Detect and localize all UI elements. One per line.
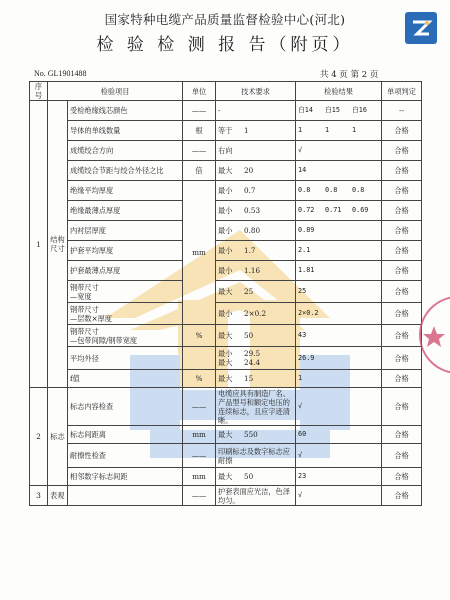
page-info: 共 4 页 第 2 页 <box>320 70 379 80</box>
req-qualifier: 最大 <box>218 472 233 482</box>
cell-result <box>296 121 382 141</box>
cell-item: 平均外径 <box>68 347 183 370</box>
result-value: 25 <box>298 287 307 295</box>
col-req: 技术要求 <box>216 82 296 101</box>
cell-unit: mm <box>183 426 216 444</box>
cell-verdict: 合格 <box>382 468 422 486</box>
cell-unit: —— <box>183 388 216 426</box>
table-row <box>30 325 422 347</box>
cell-result <box>296 388 382 426</box>
cell-result <box>296 201 382 221</box>
cell-verdict: 合格 <box>382 261 422 281</box>
result-value: 23 <box>298 472 307 480</box>
result-value: 2×0.2 <box>298 309 319 317</box>
result-value: 0.69 <box>352 206 369 214</box>
table-row <box>30 201 422 221</box>
cell-result <box>296 221 382 241</box>
req-qualifier: 等于 <box>218 126 233 136</box>
cell-item: 耐擦性检查 <box>68 444 183 468</box>
cell-verdict: 合格 <box>382 370 422 388</box>
col-item: 检验项目 <box>48 82 183 101</box>
cell-result <box>296 347 382 370</box>
cell-requirement <box>216 281 296 303</box>
cell-item: 标志内容检查 <box>68 388 183 426</box>
cell-item: 钢带尺寸 —层数×厚度 <box>68 303 183 325</box>
cell-unit: —— <box>183 444 216 468</box>
cell-unit: —— <box>183 141 216 161</box>
table-row <box>30 486 422 506</box>
cell-requirement <box>216 241 296 261</box>
cell-item: 成缆绞合方向 <box>68 141 183 161</box>
cell-verdict: 合格 <box>382 426 422 444</box>
group-seq-1: 1 <box>30 101 48 388</box>
result-value: 1.81 <box>298 266 315 274</box>
result-value: 1 <box>298 374 303 382</box>
cell-unit: mm <box>183 468 216 486</box>
req-value: 15 <box>244 374 254 384</box>
table-row <box>30 388 422 426</box>
cell-result <box>296 426 382 444</box>
cell-item <box>68 486 183 506</box>
cell-result <box>296 303 382 325</box>
cell-requirement: - <box>216 101 296 121</box>
cell-item: 绝缘最薄点厚度 <box>68 201 183 221</box>
col-unit: 单位 <box>183 82 216 101</box>
table-row <box>30 141 422 161</box>
result-value: 1 <box>352 126 357 134</box>
table-row <box>30 426 422 444</box>
cell-verdict: 合格 <box>382 221 422 241</box>
result-value: √ <box>298 146 303 154</box>
cell-verdict: 合格 <box>382 486 422 506</box>
cell-verdict: 合格 <box>382 181 422 201</box>
cell-unit: 倍 <box>183 161 216 181</box>
cell-unit <box>183 347 216 370</box>
req-value: 1.16 <box>244 266 261 276</box>
cell-verdict: 合格 <box>382 241 422 261</box>
table-row <box>30 161 422 181</box>
req-value: 0.53 <box>244 206 261 216</box>
result-value: 1 <box>325 126 330 134</box>
req-value: 0.80 <box>244 226 261 236</box>
result-value: √ <box>298 451 303 459</box>
cell-unit-mm: mm <box>183 181 216 325</box>
cell-requirement <box>216 181 296 201</box>
cell-requirement <box>216 303 296 325</box>
col-verdict: 单项判定 <box>382 82 422 101</box>
result-value: 白16 <box>352 106 367 114</box>
table-row <box>30 121 422 141</box>
page-title: 检 验 检 测 报 告（附页） <box>96 35 354 55</box>
cell-result <box>296 370 382 388</box>
cell-verdict: 合格 <box>382 201 422 221</box>
cell-requirement <box>216 161 296 181</box>
req-qualifier: 最小 <box>218 246 233 256</box>
group-name-1: 结构尺寸 <box>48 101 68 388</box>
cell-result <box>296 161 382 181</box>
cell-result <box>296 468 382 486</box>
cell-unit: —— <box>183 101 216 121</box>
result-value: 0.8 <box>298 186 311 194</box>
req-qualifier: 最小 <box>218 206 233 216</box>
cell-requirement <box>216 325 296 347</box>
cell-result <box>296 444 382 468</box>
table-row <box>30 221 422 241</box>
cell-result <box>296 181 382 201</box>
result-value: 白14 <box>298 106 313 114</box>
cell-verdict: 合格 <box>382 161 422 181</box>
cell-requirement <box>216 468 296 486</box>
group-seq-2: 2 <box>30 388 48 486</box>
req-qualifier: 最大 <box>218 430 233 440</box>
cell-verdict: 合格 <box>382 121 422 141</box>
result-value: 26.9 <box>298 353 315 362</box>
col-seq: 序号 <box>30 82 48 101</box>
req-value: 2×0.2 <box>244 309 267 319</box>
cell-item: 钢带尺寸 —宽度 <box>68 281 183 303</box>
req-qualifier: 最大 <box>218 331 233 341</box>
seal-stamp <box>418 290 450 380</box>
table-row <box>30 468 422 486</box>
cell-item: 绝缘平均厚度 <box>68 181 183 201</box>
cell-verdict: 合格 <box>382 347 422 370</box>
quality-mark-icon <box>405 12 437 44</box>
req-qualifier: 最小 <box>218 186 233 196</box>
table-row <box>30 241 422 261</box>
cell-item: 内衬层厚度 <box>68 221 183 241</box>
cell-item: f值 <box>68 370 183 388</box>
result-value: 1 <box>298 126 303 134</box>
cell-item: 标志间距离 <box>68 426 183 444</box>
req-value: 1.7 <box>244 246 256 256</box>
cell-requirement <box>216 121 296 141</box>
result-value: 0.8 <box>325 186 338 194</box>
table-header-row <box>30 82 422 101</box>
cell-verdict: 合格 <box>382 325 422 347</box>
req-value: 50 <box>244 472 254 482</box>
org-name: 国家特种电缆产品质量监督检验中心(河北) <box>104 12 346 27</box>
cell-result <box>296 325 382 347</box>
req-qualifier: 最大 <box>218 166 233 176</box>
group-name-3: 表观 <box>48 486 68 506</box>
table-row <box>30 347 422 370</box>
cell-item: 成缆绞合节距与绞合外径之比 <box>68 161 183 181</box>
table-row <box>30 281 422 303</box>
cell-requirement <box>216 347 296 370</box>
cell-requirement <box>216 221 296 241</box>
cell-requirement: 印刷标志及数字标志应耐擦 <box>216 444 296 468</box>
req-qualifier: 最大 <box>218 374 233 384</box>
cell-verdict: 合格 <box>382 303 422 325</box>
cell-item: 导体的单线数量 <box>68 121 183 141</box>
cell-verdict: -- <box>382 101 422 121</box>
req-qualifier: 最小 最大 <box>218 349 233 367</box>
req-value: 29.5 24.4 <box>244 349 261 367</box>
cell-unit: —— <box>183 486 216 506</box>
result-value: 43 <box>298 331 307 339</box>
cell-result <box>296 486 382 506</box>
req-qualifier: 最大 <box>218 287 233 297</box>
req-value: 0.7 <box>244 186 256 196</box>
cell-result <box>296 241 382 261</box>
cell-requirement: 右向 <box>216 141 296 161</box>
cell-item: 相邻数字标志间距 <box>68 468 183 486</box>
req-value: 550 <box>244 430 258 440</box>
cell-verdict: 合格 <box>382 281 422 303</box>
cell-requirement <box>216 261 296 281</box>
req-value: 1 <box>244 126 249 136</box>
result-value: 0.71 <box>325 206 342 214</box>
table-row <box>30 101 422 121</box>
cell-item: 护套最薄点厚度 <box>68 261 183 281</box>
cell-verdict: 合格 <box>382 444 422 468</box>
table-row <box>30 444 422 468</box>
table-row <box>30 181 422 201</box>
cell-unit: % <box>183 325 216 347</box>
table-row <box>30 303 422 325</box>
cell-requirement: 护套表面应光洁，色泽均匀。 <box>216 486 296 506</box>
group-seq-3: 3 <box>30 486 48 506</box>
result-value: √ <box>298 402 303 410</box>
inspection-table <box>29 81 422 506</box>
cell-result <box>296 141 382 161</box>
req-value: 25 <box>244 287 254 297</box>
cell-result <box>296 101 382 121</box>
result-value: 0.8 <box>352 186 365 194</box>
cell-requirement: 电缆应具有制造厂名、产品型号和额定电压的连续标志，且应字迹清晰。 <box>216 388 296 426</box>
result-value: 2.1 <box>298 246 311 254</box>
cell-item: 钢带尺寸 —包带间隙/钢带宽度 <box>68 325 183 347</box>
cell-requirement <box>216 426 296 444</box>
cell-unit: % <box>183 370 216 388</box>
result-value: 14 <box>298 166 307 174</box>
table-row <box>30 370 422 388</box>
result-value: 0.89 <box>298 226 315 234</box>
result-value: 0.72 <box>298 206 315 214</box>
cell-requirement <box>216 370 296 388</box>
req-value: 20 <box>244 166 254 176</box>
result-value: 白15 <box>325 106 340 114</box>
doc-number: No. GL1901488 <box>34 69 87 78</box>
cell-verdict: 合格 <box>382 141 422 161</box>
cell-verdict: 合格 <box>382 388 422 426</box>
result-value: 60 <box>298 430 307 438</box>
req-qualifier: 最小 <box>218 309 233 319</box>
req-qualifier: 最小 <box>218 226 233 236</box>
result-value: √ <box>298 491 303 499</box>
cell-result <box>296 281 382 303</box>
cell-requirement <box>216 201 296 221</box>
cell-unit: 根 <box>183 121 216 141</box>
cell-item: 受检绝缘线芯颜色 <box>68 101 183 121</box>
group-name-2: 标志 <box>48 388 68 486</box>
req-qualifier: 最小 <box>218 266 233 276</box>
req-value: 50 <box>244 331 254 341</box>
cell-item: 护套平均厚度 <box>68 241 183 261</box>
table-row <box>30 261 422 281</box>
cell-result <box>296 261 382 281</box>
col-result: 检验结果 <box>296 82 382 101</box>
